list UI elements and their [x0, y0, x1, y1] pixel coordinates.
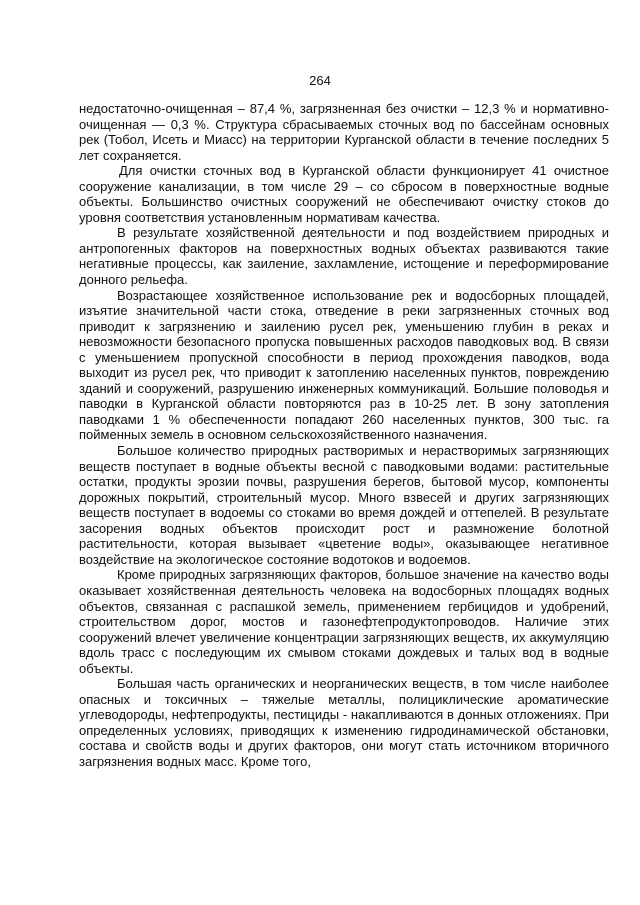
- paragraph: Возрастающее хозяйственное использование рек и водосборных площадей, изъятие значительной части стока, отведение в реки загрязненных сточных вод приводит к загрязнению и заилению русел рек, уменьшению глубин в реках и невозможности безопасного пропуска повышенных расходов паводковых вод. В связи с уменьшением пропускной способности в период прохождения паводков, вода выходит из русел рек, что приводит к затоплению населенных пунктов, повреждению зданий и сооружений, разрушению инженерных коммуникаций. Большие половодья и паводки в Курганской области повторяются раз в 10-25 лет. В зону затопления паводками 1 % обеспеченности попадают 260 населенных пунктов, 300 тыс. га пойменных земель в основном сельскохозяйственного назначения.: [79, 287, 609, 443]
- paragraph: Кроме природных загрязняющих факторов, большое значение на качество воды оказывает хозяйственная деятельность человека на водосборных площадях водных объектов, связанная с распашкой земель, применением гербицидов и удобрений, строительством дорог, мостов и газонефтепродуктопроводов. Наличие этих сооружений влечет увеличение концентрации загрязняющих веществ, их аккумуляцию вдоль трасс с последующим их смывом стоками дождевых и талых вод в водные объекты.: [79, 567, 609, 676]
- paragraph: Большая часть органических и неорганических веществ, в том числе наиболее опасных и токсичных – тяжелые металлы, полициклические ароматические углеводороды, нефтепродукты, пестициды - накапливаются в донных отложениях. При определенных условиях, приводящих к изменению гидродинамической обстановки, состава и свойств воды и других факторов, они могут стать источником вторичного загрязнения водных масс. Кроме того,: [79, 676, 609, 769]
- document-body: [79, 101, 609, 770]
- paragraph: Большое количество природных растворимых и нерастворимых загрязняющих веществ поступает в водные объекты весной с паводковыми водами: растительные остатки, продукты эрозии почвы, разрушения берегов, бытовой мусор, компоненты дорожных покрытий, строительный мусор. Много взвесей и других загрязняющих веществ поступает в водоемы со стоками во время дождей и оттепелей. В результате засорения водных объектов происходит рост и размножение болотной растительности, которая вызывает «цветение воды», оказывающее негативное воздействие на экологическое состояние водотоков и водоемов.: [79, 443, 609, 567]
- paragraph: Для очистки сточных вод в Курганской области функционирует 41 очистное сооружение канализации, в том числе 29 – со сбросом в поверхностные водные объекты. Большинство очистных сооружений не обеспечивают очистку стоков до уровня соответствия установленным нормативам качества.: [79, 163, 609, 225]
- paragraph: недостаточно-очищенная – 87,4 %, загрязненная без очистки – 12,3 % и нормативно-очищенная — 0,3 %. Структура сбрасываемых сточных вод по бассейнам основных рек (Тобол, Исеть и Миасс) на территории Курганской области в течение последних 5 лет сохраняется.: [79, 101, 609, 163]
- page-number: 264: [309, 73, 331, 88]
- paragraph: В результате хозяйственной деятельности и под воздействием природных и антропогенных факторов на поверхностных водных объектах развиваются такие негативные процессы, как заиление, захламление, истощение и переформирование донного рельефа.: [79, 225, 609, 288]
